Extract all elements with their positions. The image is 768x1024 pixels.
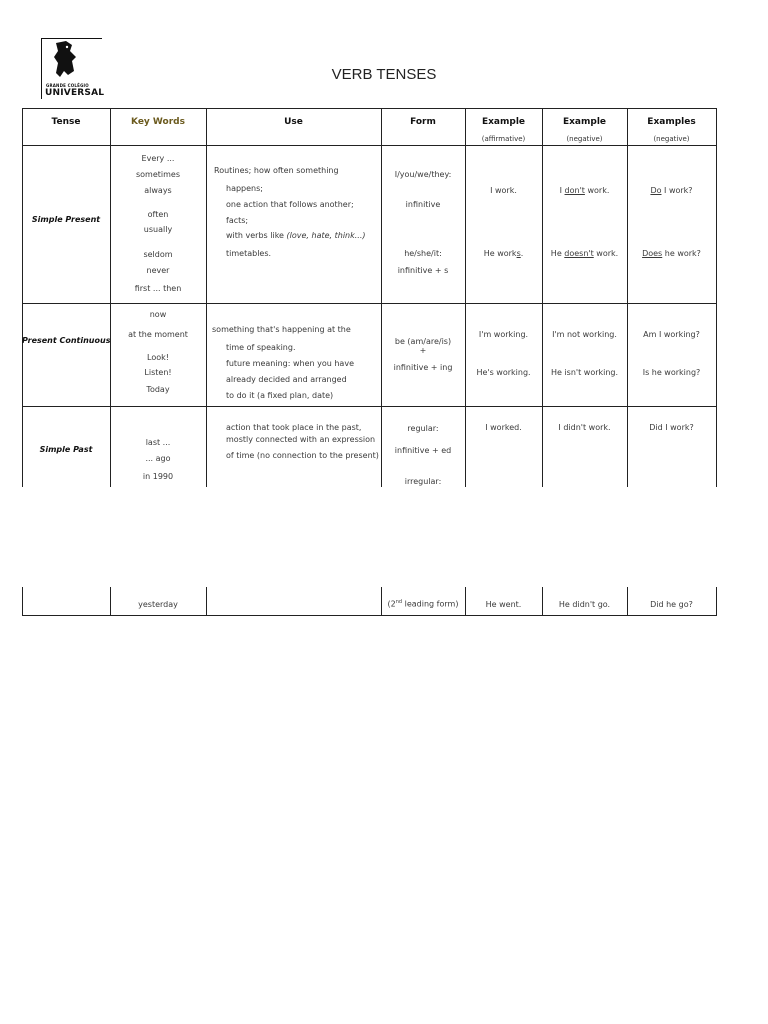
example-negative: He isn't working. (550, 368, 619, 377)
form-line: be (am/are/is) (394, 337, 452, 346)
form-line: infinitive + s (397, 266, 449, 275)
key-word: first ... then (134, 284, 182, 293)
use-line: future meaning: when you have (226, 359, 354, 368)
key-word: never (146, 266, 170, 275)
example-negative: He didn't go. (558, 600, 611, 609)
form-line: infinitive + ing (393, 363, 453, 372)
use-line: something that's happening at the (212, 325, 351, 334)
key-word: seldom (143, 250, 173, 259)
form-line: infinitive + ed (394, 446, 452, 455)
key-word: ... ago (145, 454, 171, 463)
key-word: last ... (145, 438, 171, 447)
key-word: yesterday (138, 600, 178, 609)
example-affirmative: I work. (490, 186, 517, 195)
use-line: timetables. (226, 249, 272, 258)
example-negative: He doesn't work. (550, 249, 619, 258)
tense-simple-past: Simple Past (39, 445, 93, 454)
form-line: infinitive (405, 200, 441, 209)
key-word: usually (143, 225, 173, 234)
example-question: Am I working? (643, 330, 700, 339)
tense-simple-present: Simple Present (31, 215, 101, 224)
key-word: Today (146, 385, 170, 394)
header-example-negative-sub: (negative) (566, 135, 603, 143)
key-word: in 1990 (142, 472, 174, 481)
form-line: irregular: (404, 477, 442, 486)
example-affirmative: He's working. (476, 368, 531, 377)
header-example-affirmative-sub: (affirmative) (481, 135, 526, 143)
use-line: to do it (a fixed plan, date) (226, 391, 334, 400)
header-examples-question: Examples (647, 117, 696, 127)
page-title: VERB TENSES (331, 66, 437, 83)
example-question: Did he go? (650, 600, 693, 609)
use-line: mostly connected with an expression (226, 435, 376, 444)
example-negative: I didn't work. (558, 423, 611, 432)
form-line: he/she/it: (404, 249, 442, 258)
use-line: of time (no connection to the present) (226, 451, 379, 460)
key-word: Look! (147, 353, 169, 362)
example-question: Did I work? (649, 423, 694, 432)
key-word: at the moment (128, 330, 188, 339)
use-line: action that took place in the past, (226, 423, 362, 432)
use-line: already decided and arranged (226, 375, 347, 384)
key-word: Listen! (144, 368, 172, 377)
example-question: Is he working? (642, 368, 701, 377)
key-word: now (149, 310, 167, 319)
example-negative: I'm not working. (552, 330, 617, 339)
header-use: Use (284, 117, 303, 127)
use-line: facts; (226, 216, 249, 225)
example-affirmative: He went. (485, 600, 522, 609)
example-question: Does he work? (642, 249, 701, 258)
form-line: I/you/we/they: (394, 170, 452, 179)
example-affirmative: He works. (483, 249, 524, 258)
header-example-affirmative: Example (481, 117, 526, 127)
key-word: Every ... (141, 154, 175, 163)
logo-subtext: GRANDE COLÉGIO (46, 83, 89, 88)
header-examples-question-sub: (negative) (653, 135, 690, 143)
logo-text: UNIVERSAL (45, 88, 105, 98)
use-line: one action that follows another; (226, 200, 354, 209)
header-form: Form (410, 117, 436, 127)
example-negative: I don't work. (559, 186, 610, 195)
example-question: Do I work? (650, 186, 693, 195)
header-key-words: Key Words (131, 117, 185, 127)
use-line: happens; (226, 184, 263, 193)
tense-present-continuous: Present Continuous (22, 336, 111, 345)
key-word: often (147, 210, 169, 219)
header-example-negative: Example (562, 117, 607, 127)
use-line: Routines; how often something (214, 166, 339, 175)
header-tense: Tense (51, 117, 81, 127)
example-affirmative: I'm working. (478, 330, 529, 339)
use-line: time of speaking. (226, 343, 296, 352)
form-line: regular: (407, 424, 439, 433)
form-line: + (419, 346, 427, 355)
use-line: with verbs like (love, hate, think...) (226, 231, 366, 240)
example-affirmative: I worked. (485, 423, 522, 432)
key-word: sometimes (135, 170, 181, 179)
form-line: (2nd leading form) (387, 599, 459, 609)
key-word: always (144, 186, 172, 195)
